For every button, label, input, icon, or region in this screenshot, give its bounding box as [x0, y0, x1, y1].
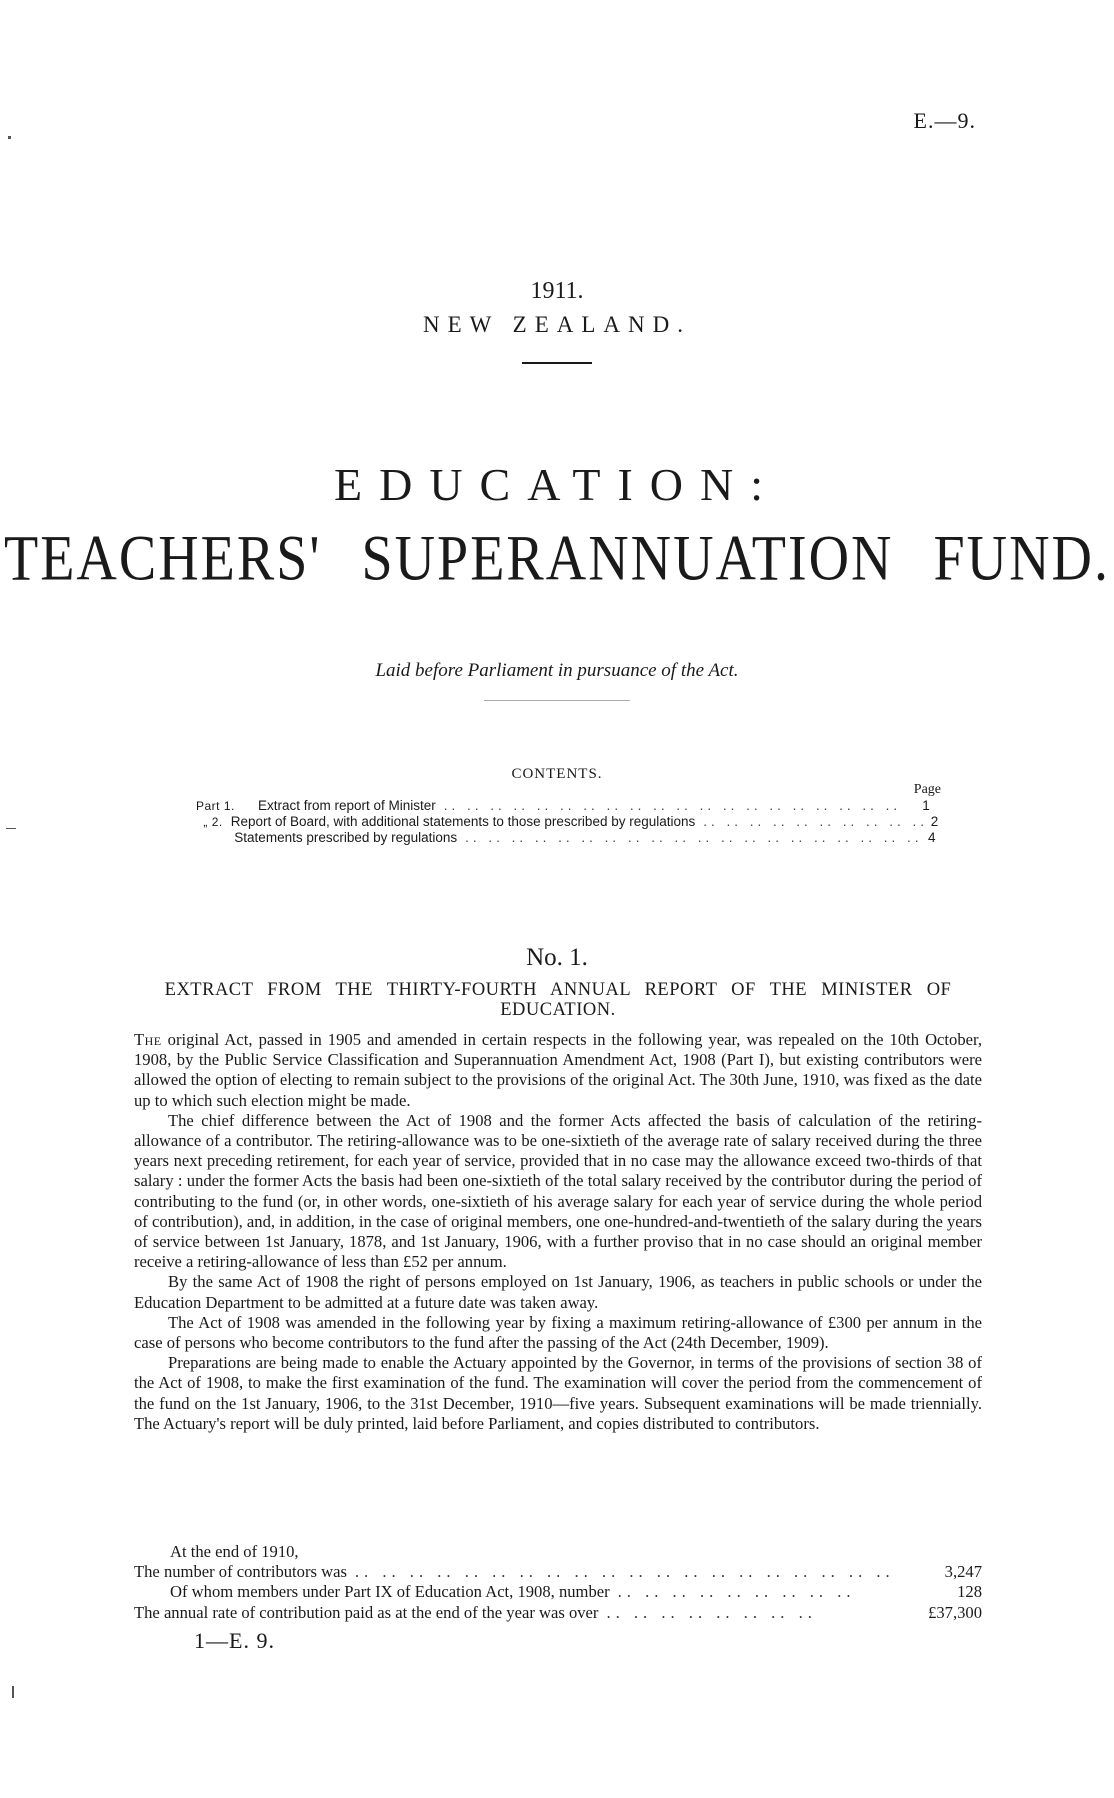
sub-heading — [0, 522, 1114, 596]
leader-dots: .. .. .. .. .. .. .. .. .. .. .. .. .. .. .. .. .. .. .. .. — [443, 798, 902, 813]
statistics-value: £37,300 — [928, 1602, 982, 1622]
paragraph-lead: The — [134, 1030, 162, 1049]
paragraph-text: By the same Act of 1908 the right of persons employed on 1st January, 1906, as teachers in public schools or under the Education Department to be admitted at a future date was taken away. — [134, 1272, 982, 1312]
scan-mark — [8, 136, 11, 139]
statistics-value: 3,247 — [944, 1562, 982, 1582]
leader-dots: .. .. .. .. .. .. .. .. .. — [617, 1582, 856, 1602]
section-body — [134, 1030, 982, 1434]
contents-list — [196, 782, 941, 846]
statistics-row — [134, 1603, 982, 1623]
statistics-value: 128 — [957, 1582, 982, 1602]
statistics-row — [134, 1582, 982, 1602]
statistics-row — [134, 1562, 982, 1582]
publication-year: 1911. — [530, 278, 584, 304]
statistics-block — [134, 1542, 982, 1623]
scan-mark — [6, 828, 16, 829]
statistics-label: The annual rate of contribution paid as at the end of the year was over — [134, 1602, 599, 1622]
main-heading: EDUCATION: — [334, 459, 780, 510]
sub-heading-part-2: SUPERANNUATION — [361, 523, 894, 595]
contents-item-label: Statements prescribed by regulations — [234, 830, 458, 845]
statistics-label: The number of contributors was — [134, 1562, 347, 1582]
section-number: No. 1. — [526, 944, 588, 971]
sub-heading-part-1: TEACHERS' — [4, 523, 322, 595]
contents-item — [196, 814, 941, 830]
contents-page-column-label: Page — [913, 782, 941, 797]
paragraph — [134, 1030, 982, 1111]
section-title: EXTRACT FROM THE THIRTY-FOURTH ANNUAL REPORT OF THE MINISTER OF EDUCATION. — [164, 980, 952, 1020]
contents-item-page: 2 — [930, 814, 939, 829]
paragraph-text: The Act of 1908 was amended in the following year by fixing a maximum retiring-allowance of £300 per annum in the case of persons who become contributors to the fund after the passing of the Act (24th December, 1909). — [134, 1312, 982, 1353]
paragraph-text: original Act, passed in 1905 and amended in certain respects in the following year, was repealed on the 10th October, 1908, by the Public Service Classification and Superannuation Amendment Act, 1908 (Part I), but existing contributors were allowed the option of electing to remain subject to the provisions of the original Act. The 30th June, 1910, was fixed as the date up to which such election might be made. — [134, 1030, 982, 1110]
contents-item-page: 4 — [927, 830, 936, 845]
country-name: NEW ZEALAND. — [422, 312, 692, 337]
paragraph — [134, 1272, 982, 1312]
leader-dots: .. .. .. .. .. .. .. .. — [606, 1602, 817, 1622]
contents-item-part: Part 1. — [196, 799, 235, 813]
paragraph — [134, 1313, 982, 1353]
sub-heading-part-3: FUND. — [933, 523, 1110, 595]
leader-dots: .. .. .. .. .. .. .. .. .. .. .. .. .. .. .. .. .. .. .. .. — [354, 1562, 895, 1582]
contents-item-part: „ 2. — [203, 815, 223, 829]
contents-item — [196, 830, 941, 846]
leader-dots: .. .. .. .. .. .. .. .. .. .. .. .. .. .. .. .. .. .. .. .. — [465, 830, 923, 845]
laid-divider — [484, 700, 630, 701]
signature-reference: 1—E. 9. — [194, 1628, 275, 1653]
contents-item-label: Extract from report of Minister — [258, 798, 436, 813]
title-divider — [522, 362, 592, 364]
paragraph — [134, 1353, 982, 1434]
contents-item-page: 1 — [922, 798, 930, 813]
paragraph-text: Preparations are being made to enable the Actuary appointed by the Governor, in terms of the provisions of section 38 of the Act of 1908, to make the first examination of the fund. The examination will cover the period from the commencement of the fund on the 1st January, 1906, to the 31st December, 1910—five years. Subsequent examinations will be made triennially. The Actuary's report will be duly printed, laid before Parliament, and copies distributed to contributors. — [134, 1353, 982, 1433]
contents-item-label: Report of Board, with additional statements to those prescribed by regulations — [230, 814, 696, 829]
scan-mark — [12, 1686, 14, 1698]
page-reference: E.—9. — [913, 108, 976, 133]
contents-title: CONTENTS. — [511, 766, 603, 782]
statistics-label: Of whom members under Part IX of Education Act, 1908, number — [170, 1582, 610, 1602]
contents-item — [196, 798, 941, 814]
leader-dots: .. .. .. .. .. .. .. .. .. .. — [703, 814, 929, 829]
laid-before-note: Laid before Parliament in pursuance of the Act. — [375, 660, 739, 681]
paragraph-text: The chief difference between the Act of 1908 and the former Acts affected the basis of calculation of the retiring-allowance of a contributor. The retiring-allowance was to be one-sixtieth of the average rate of salary received during the three years next preceding retirement, for each year of service, provided that in no case may the allowance exceed two-thirds of that salary : under the former Acts the basis had been one-sixtieth of the total salary received by the contributor during the period of contributing to the fund (or, in other words, one-sixtieth of his average salary for each year of service during the whole period of contribution), and, in addition, in the case of original members, one one-hundred-and-twentieth of the salary during the years of service between 1st January, 1878, and 1st January, 1906, with a further proviso that in no case should an original member receive a retiring-allowance of less than £52 per annum. — [134, 1110, 982, 1272]
statistics-intro: At the end of 1910, — [170, 1542, 299, 1561]
paragraph — [134, 1111, 982, 1273]
